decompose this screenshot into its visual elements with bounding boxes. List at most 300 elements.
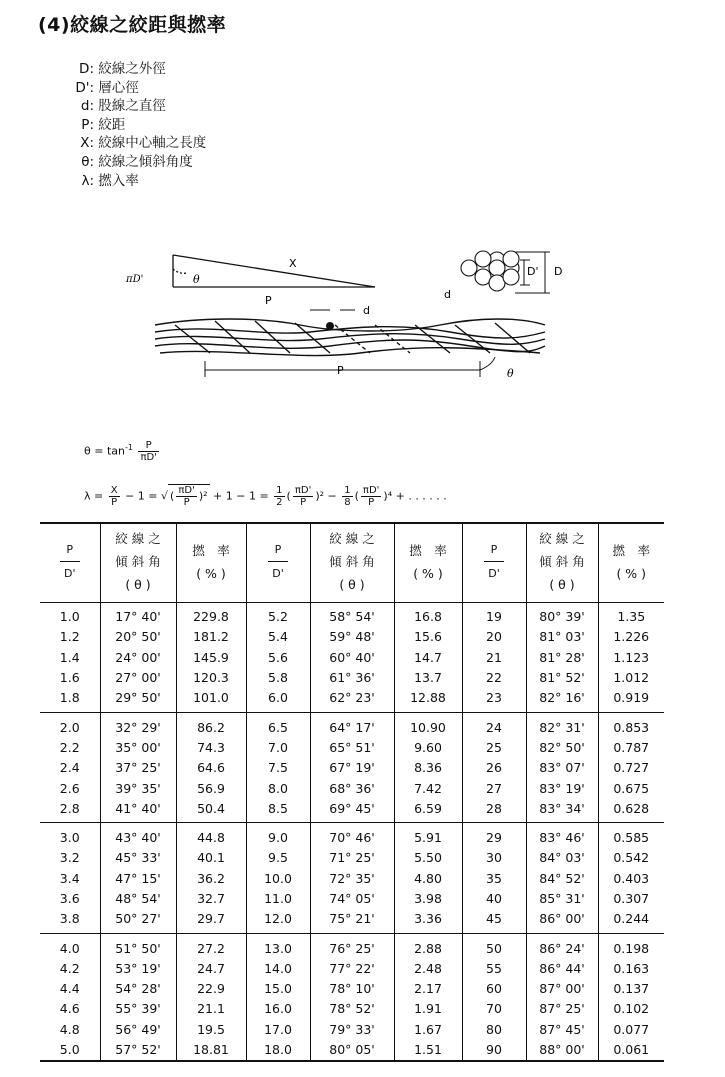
header-line: ( θ ) xyxy=(549,577,575,593)
ratio-cell: 40 xyxy=(462,888,526,908)
twist-rate-table xyxy=(40,522,664,1062)
angle-cell: 45° 33' xyxy=(100,848,176,868)
angle-cell: 43° 40' xyxy=(100,823,176,848)
angle-cell: 84° 52' xyxy=(526,868,598,888)
header-line: 絞 線 之 xyxy=(329,531,375,547)
ratio-den: D' xyxy=(64,567,76,581)
header-line: ( % ) xyxy=(616,565,647,581)
angle-cell: 20° 50' xyxy=(100,627,176,647)
header-line: ( θ ) xyxy=(339,577,365,593)
header-line: 傾 斜 角 xyxy=(329,554,375,570)
col-header-ratio xyxy=(40,522,100,602)
angle-cell: 62° 23' xyxy=(310,688,394,713)
twist-rate-cell: 101.0 xyxy=(176,688,246,713)
header-line: ( % ) xyxy=(196,565,226,581)
ratio-cell: 30 xyxy=(462,848,526,868)
twist-rate-cell: 44.8 xyxy=(176,823,246,848)
ratio-cell: 8.0 xyxy=(246,778,310,798)
ratio-cell: 1.0 xyxy=(59,609,80,625)
ratio-cell: 7.5 xyxy=(246,758,310,778)
twist-rate-cell: 5.50 xyxy=(394,848,462,868)
ratio-cell: 5.4 xyxy=(246,627,310,647)
ratio-num: P xyxy=(268,538,288,562)
theta-label-strand: θ xyxy=(507,367,514,380)
table-row xyxy=(40,688,664,713)
angle-cell: 86° 24' xyxy=(526,933,598,958)
formula-theta-fraction xyxy=(138,440,158,463)
angle-cell: 87° 25' xyxy=(526,999,598,1019)
twist-rate-cell: 229.8 xyxy=(176,602,246,627)
twist-rate-cell: 0.307 xyxy=(598,888,664,908)
col-header-twist xyxy=(176,522,246,602)
angle-cell: 56° 49' xyxy=(100,1019,176,1039)
angle-cell: 35° 00' xyxy=(100,737,176,757)
angle-cell: 81° 28' xyxy=(526,647,598,667)
twist-rate-cell: 86.2 xyxy=(176,712,246,737)
twist-rate-cell: 19.5 xyxy=(176,1019,246,1039)
angle-cell: 53° 19' xyxy=(100,958,176,978)
formula-lambda-frac6 xyxy=(361,485,381,508)
ratio-cell: 20 xyxy=(462,627,526,647)
strand-dot xyxy=(326,322,334,330)
angle-cell: 85° 31' xyxy=(526,888,598,908)
twist-rate-cell: 0.919 xyxy=(598,688,664,713)
ratio-den: D' xyxy=(488,567,500,581)
legend-row xyxy=(72,79,206,98)
ratio-num: P xyxy=(60,538,80,562)
d-label-section: d xyxy=(444,288,451,301)
header-line: 傾 斜 角 xyxy=(539,554,585,570)
header-line: ( θ ) xyxy=(125,577,151,593)
angle-cell: 50° 27' xyxy=(100,909,176,934)
angle-cell: 87° 00' xyxy=(526,979,598,999)
angle-cell: 78° 52' xyxy=(310,999,394,1019)
angle-cell: 82° 50' xyxy=(526,737,598,757)
ratio-cell: 1.2 xyxy=(59,629,80,645)
legend-symbol: X: xyxy=(80,135,94,152)
table-row xyxy=(40,778,664,798)
header-line: 絞 線 之 xyxy=(115,531,161,547)
legend-description: 絞線之外徑 xyxy=(98,61,166,77)
ratio-num: P xyxy=(484,538,504,562)
twist-rate-cell: 18.81 xyxy=(176,1039,246,1060)
header-line: ( % ) xyxy=(413,565,443,581)
angle-cell: 80° 39' xyxy=(526,602,598,627)
ratio-cell: 17.0 xyxy=(246,1019,310,1039)
table-row xyxy=(40,909,664,934)
angle-cell: 83° 19' xyxy=(526,778,598,798)
ratio-cell: 5.2 xyxy=(246,602,310,627)
formula-lambda-frac5 xyxy=(342,485,352,508)
frac-den: P xyxy=(300,497,307,508)
header-line: 撚 率 xyxy=(192,542,230,558)
table-row xyxy=(40,647,664,667)
frac-num: 1 xyxy=(276,485,283,496)
frac-den: P xyxy=(368,497,375,508)
frac-num: 1 xyxy=(344,485,351,496)
formula-lambda-term1: − 1 = xyxy=(125,489,158,503)
angle-cell: 41° 40' xyxy=(100,798,176,823)
frac-den: P xyxy=(183,497,190,508)
angle-cell: 39° 35' xyxy=(100,778,176,798)
twist-rate-cell: 2.17 xyxy=(394,979,462,999)
angle-cell: 76° 25' xyxy=(310,933,394,958)
ratio-cell: 3.2 xyxy=(59,850,80,866)
twist-rate-cell: 9.60 xyxy=(394,737,462,757)
legend-symbol: P: xyxy=(81,116,94,133)
ratio-cell: 35 xyxy=(462,868,526,888)
formula-theta-sup: -1 xyxy=(124,442,133,452)
table-header-row xyxy=(40,522,664,602)
angle-cell: 32° 29' xyxy=(100,712,176,737)
twist-rate-cell: 36.2 xyxy=(176,868,246,888)
frac-num: πD' xyxy=(294,485,312,496)
big-d-label: D xyxy=(554,265,563,278)
legend-row xyxy=(72,116,206,135)
angle-cell: 80° 05' xyxy=(310,1039,394,1060)
frac-num: X xyxy=(110,485,118,496)
ratio-cell: 2.8 xyxy=(40,798,100,823)
ratio-cell: 10.0 xyxy=(246,868,310,888)
angle-cell: 87° 45' xyxy=(526,1019,598,1039)
header-line: 撚 率 xyxy=(612,542,650,558)
twist-rate-cell: 74.3 xyxy=(176,737,246,757)
twist-rate-cell: 0.853 xyxy=(598,712,664,737)
ratio-cell: 5.6 xyxy=(246,647,310,667)
angle-cell: 17° 40' xyxy=(100,602,176,627)
angle-cell: 58° 54' xyxy=(310,602,394,627)
legend-row xyxy=(72,60,206,79)
strand-diagram xyxy=(0,225,725,395)
ratio-cell: 19 xyxy=(462,602,526,627)
angle-cell: 24° 00' xyxy=(100,647,176,667)
x-label: X xyxy=(289,257,297,270)
ratio-cell: 26 xyxy=(462,758,526,778)
angle-cell: 84° 03' xyxy=(526,848,598,868)
ratio-cell: 6.5 xyxy=(246,712,310,737)
ratio-cell: 50 xyxy=(462,933,526,958)
table-row xyxy=(40,888,664,908)
twist-rate-cell: 3.36 xyxy=(394,909,462,934)
cross-section xyxy=(461,251,519,291)
twist-rate-cell: 24.7 xyxy=(176,958,246,978)
ratio-cell: 5.8 xyxy=(246,667,310,687)
ratio-cell: 27 xyxy=(462,778,526,798)
angle-cell: 55° 39' xyxy=(100,999,176,1019)
ratio-cell: 3.0 xyxy=(59,830,80,846)
ratio-cell: 3.6 xyxy=(59,891,80,906)
col-header-ratio xyxy=(462,522,526,602)
d-label-strand: d xyxy=(363,304,370,317)
legend-row xyxy=(72,97,206,116)
twist-rate-cell: 27.2 xyxy=(176,933,246,958)
angle-cell: 59° 48' xyxy=(310,627,394,647)
twist-rate-cell: 1.35 xyxy=(598,602,664,627)
ratio-cell: 4.2 xyxy=(59,960,80,976)
symbol-legend xyxy=(72,60,206,190)
d-prime-label: D' xyxy=(527,265,539,278)
angle-cell: 78° 10' xyxy=(310,979,394,999)
twist-rate-cell: 32.7 xyxy=(176,888,246,908)
formula-lambda-term2: + 1 − 1 = xyxy=(213,489,269,503)
ratio-cell: 23 xyxy=(462,688,526,713)
twist-rate-cell: 21.1 xyxy=(176,999,246,1019)
angle-cell: 77° 22' xyxy=(310,958,394,978)
angle-cell: 88° 00' xyxy=(526,1039,598,1060)
table-row xyxy=(40,627,664,647)
ratio-cell: 8.5 xyxy=(246,798,310,823)
angle-cell: 81° 52' xyxy=(526,667,598,687)
angle-cell: 60° 40' xyxy=(310,647,394,667)
ratio-cell: 16.0 xyxy=(246,999,310,1019)
theta-label-triangle: θ xyxy=(193,273,200,286)
ratio-cell: 55 xyxy=(462,958,526,978)
ratio-cell: 5.0 xyxy=(40,1039,100,1060)
legend-description: 絞線之傾斜角度 xyxy=(98,153,193,170)
twisted-strand xyxy=(155,319,545,356)
formula-theta xyxy=(84,440,161,463)
ratio-cell: 2.6 xyxy=(59,780,80,796)
angle-cell: 27° 00' xyxy=(100,667,176,687)
table-row xyxy=(40,798,664,823)
legend-symbol: λ: xyxy=(81,172,94,189)
table-row xyxy=(40,737,664,757)
ratio-cell: 21 xyxy=(462,647,526,667)
twist-rate-cell: 0.727 xyxy=(598,758,664,778)
table-row xyxy=(40,958,664,978)
legend-symbol: D: xyxy=(79,61,94,77)
angle-cell: 51° 50' xyxy=(100,933,176,958)
table-row xyxy=(40,758,664,778)
ratio-cell: 9.0 xyxy=(246,823,310,848)
angle-cell: 70° 46' xyxy=(310,823,394,848)
angle-cell: 83° 34' xyxy=(526,798,598,823)
twist-rate-cell: 1.123 xyxy=(598,647,664,667)
ratio-cell: 7.0 xyxy=(246,737,310,757)
twist-rate-cell: 0.675 xyxy=(598,778,664,798)
frac-den: P xyxy=(111,497,118,508)
twist-rate-cell: 0.787 xyxy=(598,737,664,757)
p-label-strand: P xyxy=(337,364,344,377)
ratio-cell: 90 xyxy=(462,1039,526,1060)
legend-row xyxy=(72,153,206,172)
angle-cell: 57° 52' xyxy=(100,1039,176,1060)
twist-rate-cell: 0.198 xyxy=(598,933,664,958)
angle-cell: 83° 46' xyxy=(526,823,598,848)
ratio-cell: 2.2 xyxy=(59,739,80,755)
frac-den: 2 xyxy=(276,497,283,508)
twist-rate-cell: 29.7 xyxy=(176,909,246,934)
formula-lambda-frac1 xyxy=(109,485,120,508)
twist-rate-cell: 1.91 xyxy=(394,999,462,1019)
table-row xyxy=(40,1039,664,1060)
col-header-angle xyxy=(100,522,176,602)
p-label-triangle: P xyxy=(265,294,272,307)
ratio-cell: 11.0 xyxy=(246,888,310,908)
col-header-twist xyxy=(394,522,462,602)
legend-symbol: d: xyxy=(80,98,94,115)
twist-rate-cell: 12.88 xyxy=(394,688,462,713)
twist-rate-cell: 13.7 xyxy=(394,667,462,687)
legend-row xyxy=(72,134,206,153)
formula-theta-lhs: θ = tan xyxy=(84,444,125,458)
table-row xyxy=(40,999,664,1019)
angle-cell: 79° 33' xyxy=(310,1019,394,1039)
ratio-cell: 4.0 xyxy=(59,940,80,956)
ratio-cell: 29 xyxy=(462,823,526,848)
twist-rate-table-wrap xyxy=(40,522,664,1058)
ratio-cell: 2.4 xyxy=(59,760,80,776)
legend-symbol: D': xyxy=(75,79,94,96)
twist-rate-cell: 0.628 xyxy=(598,798,664,823)
angle-cell: 61° 36' xyxy=(310,667,394,687)
page-title: (4)絞線之絞距與撚率 xyxy=(38,14,227,36)
frac-num: πD' xyxy=(178,485,195,496)
table-body xyxy=(40,602,664,1061)
twist-rate-cell: 0.403 xyxy=(598,868,664,888)
header-line: 撚 率 xyxy=(409,542,447,558)
twist-rate-cell: 0.137 xyxy=(598,979,664,999)
angle-cell: 69° 45' xyxy=(310,798,394,823)
ratio-cell: 4.4 xyxy=(59,981,80,997)
twist-rate-cell: 50.4 xyxy=(176,798,246,823)
formula-theta-num: P xyxy=(138,440,158,452)
pi-d-label: πD' xyxy=(126,274,144,285)
twist-rate-cell: 14.7 xyxy=(394,647,462,667)
legend-description: 撚入率 xyxy=(98,172,139,189)
header-line: 傾 斜 角 xyxy=(115,554,161,570)
table-row xyxy=(40,979,664,999)
ratio-cell: 6.0 xyxy=(246,688,310,713)
table-row xyxy=(40,868,664,888)
formula-lambda-frac4 xyxy=(293,485,313,508)
twist-rate-cell: 181.2 xyxy=(176,627,246,647)
angle-cell: 37° 25' xyxy=(100,758,176,778)
twist-rate-cell: 0.163 xyxy=(598,958,664,978)
angle-cell: 67° 19' xyxy=(310,758,394,778)
formula-lambda-term3: − xyxy=(327,489,337,503)
col-header-angle xyxy=(526,522,598,602)
ratio-cell: 1.6 xyxy=(59,670,80,686)
legend-symbol: θ: xyxy=(81,153,94,170)
sqrt-sign: √ xyxy=(161,489,169,503)
twist-rate-cell: 15.6 xyxy=(394,627,462,647)
twist-rate-cell: 1.226 xyxy=(598,627,664,647)
ratio-cell: 60 xyxy=(462,979,526,999)
twist-rate-cell: 0.244 xyxy=(598,909,664,934)
twist-rate-cell: 56.9 xyxy=(176,778,246,798)
ratio-cell: 28 xyxy=(462,798,526,823)
angle-cell: 54° 28' xyxy=(100,979,176,999)
ratio-cell: 15.0 xyxy=(246,979,310,999)
angle-cell: 29° 50' xyxy=(100,688,176,713)
ratio-cell: 3.8 xyxy=(40,909,100,934)
angle-cell: 47° 15' xyxy=(100,868,176,888)
ratio-cell: 18.0 xyxy=(246,1039,310,1060)
legend-description: 絞線中心軸之長度 xyxy=(98,135,207,152)
twist-rate-cell: 0.585 xyxy=(598,823,664,848)
twist-rate-cell: 1.51 xyxy=(394,1039,462,1060)
ratio-cell: 2.0 xyxy=(59,719,80,735)
ratio-cell: 13.0 xyxy=(246,933,310,958)
sqrt-body: ( $\frac{\pi D'}{P}$ )² xyxy=(170,485,208,508)
angle-cell: 74° 05' xyxy=(310,888,394,908)
angle-cell: 75° 21' xyxy=(310,909,394,934)
twist-rate-cell: 16.8 xyxy=(394,602,462,627)
table-row xyxy=(40,712,664,737)
angle-cell: 65° 51' xyxy=(310,737,394,757)
legend-description: 股線之直徑 xyxy=(98,98,166,115)
frac-den: 8 xyxy=(344,497,351,508)
ratio-cell: 3.4 xyxy=(59,870,80,886)
col-header-angle xyxy=(310,522,394,602)
table-row xyxy=(40,933,664,958)
twist-rate-cell: 145.9 xyxy=(176,647,246,667)
angle-cell: 48° 54' xyxy=(100,888,176,908)
twist-rate-cell: 40.1 xyxy=(176,848,246,868)
header-line: 絞 線 之 xyxy=(539,531,585,547)
ratio-cell: 22 xyxy=(462,667,526,687)
twist-rate-cell: 120.3 xyxy=(176,667,246,687)
legend-row xyxy=(72,172,206,191)
table-row xyxy=(40,1019,664,1039)
table-row xyxy=(40,823,664,848)
twist-rate-cell: 1.67 xyxy=(394,1019,462,1039)
formula-lambda-frac3 xyxy=(274,485,284,508)
ratio-cell: 12.0 xyxy=(246,909,310,934)
angle-cell: 82° 16' xyxy=(526,688,598,713)
angle-cell: 64° 17' xyxy=(310,712,394,737)
angle-cell: 68° 36' xyxy=(310,778,394,798)
ratio-cell: 4.8 xyxy=(59,1021,80,1037)
twist-rate-cell: 0.102 xyxy=(598,999,664,1019)
twist-rate-cell: 1.012 xyxy=(598,667,664,687)
ratio-cell: 14.0 xyxy=(246,958,310,978)
formula-lambda-term4: + . . . . . . xyxy=(395,489,447,503)
twist-rate-cell: 0.077 xyxy=(598,1019,664,1039)
angle-cell: 82° 31' xyxy=(526,712,598,737)
twist-rate-cell: 22.9 xyxy=(176,979,246,999)
legend-description: 絞距 xyxy=(98,116,126,133)
angle-cell: 83° 07' xyxy=(526,758,598,778)
ratio-cell: 9.5 xyxy=(246,848,310,868)
angle-cell: 71° 25' xyxy=(310,848,394,868)
frac-num: πD' xyxy=(362,485,380,496)
pitch-triangle xyxy=(173,255,375,287)
angle-cell: 86° 44' xyxy=(526,958,598,978)
angle-cell: 81° 03' xyxy=(526,627,598,647)
twist-rate-cell: 4.80 xyxy=(394,868,462,888)
angle-cell: 86° 00' xyxy=(526,909,598,934)
twist-rate-cell: 6.59 xyxy=(394,798,462,823)
ratio-cell: 1.8 xyxy=(40,688,100,713)
twist-rate-cell: 64.6 xyxy=(176,758,246,778)
ratio-cell: 25 xyxy=(462,737,526,757)
formula-theta-den: πD' xyxy=(140,452,157,463)
formula-lambda: λ = $\frac{X}{P}$ − 1 = √ ( $\frac{\pi D'}{P}$ )² + 1 − 1 = $\frac{1}{2}$ ( $\frac{\pi D'}{P}$ )² − $\frac{1}{8}$ ( $\frac{\pi D'}{P}$ )⁴ + . . . . . . xyxy=(84,485,447,508)
twist-rate-cell: 0.061 xyxy=(598,1039,664,1060)
ratio-den: D' xyxy=(272,567,284,581)
ratio-cell: 1.4 xyxy=(59,649,80,665)
ratio-cell: 80 xyxy=(462,1019,526,1039)
twist-rate-cell: 5.91 xyxy=(394,823,462,848)
twist-rate-cell: 0.542 xyxy=(598,848,664,868)
table-row xyxy=(40,667,664,687)
formula-lambda-lhs: λ = xyxy=(84,489,104,503)
twist-rate-cell: 10.90 xyxy=(394,712,462,737)
legend-description: 層心徑 xyxy=(98,79,139,96)
col-header-ratio xyxy=(246,522,310,602)
